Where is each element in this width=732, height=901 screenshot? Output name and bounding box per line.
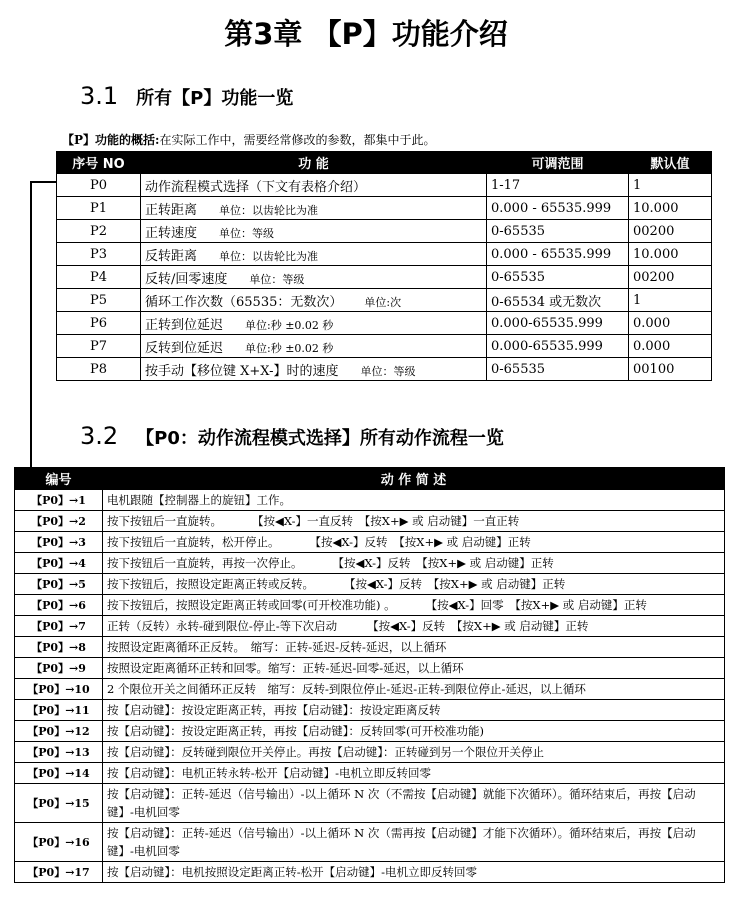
- mode-description: [103, 784, 725, 823]
- param-function-text: 反转/回零速度: [145, 271, 228, 287]
- param-range: 0.000 - 65535.999: [487, 243, 629, 266]
- mode-id: 【P0】→7: [15, 616, 103, 637]
- summary-label: 【P】功能的概括:: [62, 133, 160, 147]
- param-row: [57, 312, 712, 335]
- mode-table-body: [15, 490, 725, 883]
- param-function: [141, 243, 487, 266]
- summary-text: 在实际工作中，需要经常修改的参数，都集中于此。: [159, 133, 436, 147]
- mode-row: [15, 637, 725, 658]
- param-function: [141, 335, 487, 358]
- param-row: [57, 174, 712, 197]
- mode-key-hint: 【按◀X-】反转 【按X+▶ 或 启动键】正转: [344, 577, 566, 591]
- header-default: 默认值: [629, 152, 712, 174]
- param-row: [57, 243, 712, 266]
- mode-id: 【P0】→16: [15, 823, 103, 862]
- mode-description-text: 按【启动键】：按设定距离正转，再按【启动键】：按设定距离反转: [107, 703, 441, 717]
- param-no: P7: [57, 335, 141, 358]
- param-function: [141, 312, 487, 335]
- mode-description-text: 按下按钮后，按照设定距离正转或反转。: [107, 577, 314, 591]
- mode-description-text: 2 个限位开关之间循环正反转 缩写：反转-到限位停止-延迟-正转-到限位停止-延迟，以上循环: [107, 682, 586, 696]
- mode-row: [15, 862, 725, 883]
- param-no: P5: [57, 289, 141, 312]
- mode-description-text: 按下按钮后一直旋转，松开停止。: [107, 535, 280, 549]
- param-function: [141, 266, 487, 289]
- mode-row: [15, 658, 725, 679]
- param-function: [141, 220, 487, 243]
- header-no: 序号 NO: [57, 152, 141, 174]
- param-default: 0.000: [629, 312, 712, 335]
- param-range: 0-65535: [487, 266, 629, 289]
- param-no: P3: [57, 243, 141, 266]
- param-default: 0.000: [629, 335, 712, 358]
- mode-id: 【P0】→17: [15, 862, 103, 883]
- summary: [62, 131, 435, 148]
- mode-description: [103, 574, 725, 595]
- mode-row: [15, 784, 725, 823]
- param-range: 0.000-65535.999: [487, 335, 629, 358]
- param-table: [56, 151, 712, 381]
- param-row: [57, 289, 712, 312]
- mode-description-text: 按下按钮后，按照设定距离正转或回零(可开校准功能) 。: [107, 598, 396, 612]
- mode-description: [103, 553, 725, 574]
- param-range: 0.000 - 65535.999: [487, 197, 629, 220]
- mode-description: [103, 742, 725, 763]
- mode-id: 【P0】→14: [15, 763, 103, 784]
- mode-id: 【P0】→5: [15, 574, 103, 595]
- param-unit: 单位：等级: [249, 272, 305, 286]
- mode-description-text: 按照设定距离循环正转和回零。缩写：正转-延迟-回零-延迟，以上循环: [107, 661, 464, 675]
- param-default: 00200: [629, 266, 712, 289]
- param-range: 0.000-65535.999: [487, 312, 629, 335]
- header-function: 功 能: [141, 152, 487, 174]
- mode-id: 【P0】→12: [15, 721, 103, 742]
- mode-description: [103, 658, 725, 679]
- param-function: [141, 197, 487, 220]
- mode-table-header: [15, 468, 725, 490]
- section-2-number: 3.2: [80, 422, 119, 450]
- mode-key-hint: 【按◀X-】反转 【按X+▶ 或 启动键】正转: [332, 556, 554, 570]
- param-range: 1-17: [487, 174, 629, 197]
- param-range: 0-65535: [487, 220, 629, 243]
- mode-row: [15, 574, 725, 595]
- mode-id: 【P0】→1: [15, 490, 103, 511]
- param-range: 0-65535: [487, 358, 629, 381]
- mode-description: [103, 637, 725, 658]
- mode-description: [103, 532, 725, 553]
- mode-id: 【P0】→11: [15, 700, 103, 721]
- mode-description: [103, 862, 725, 883]
- mode-description-text: 按【启动键】：按设定距离正转，再按【启动键】：反转回零(可开校准功能): [107, 724, 484, 738]
- mode-key-hint: 【按◀X-】反转 【按X+▶ 或 启动键】正转: [367, 619, 589, 633]
- param-unit: 单位：等级: [219, 226, 275, 240]
- mode-description-text: 按照设定距离循环正反转。 缩写：正转-延迟-反转-延迟，以上循环: [107, 640, 447, 654]
- header-description: 动 作 简 述: [103, 468, 725, 490]
- section-2-heading: [80, 422, 504, 450]
- param-no: P4: [57, 266, 141, 289]
- mode-description: [103, 511, 725, 532]
- param-row: [57, 197, 712, 220]
- param-function: [141, 289, 487, 312]
- param-default: 1: [629, 174, 712, 197]
- mode-row: [15, 700, 725, 721]
- param-unit: 单位:次: [364, 295, 402, 309]
- mode-row: [15, 721, 725, 742]
- param-function-text: 按手动【移位键 X+X-】时的速度: [145, 363, 339, 379]
- section-1-title: 所有【P】功能一览: [136, 88, 294, 109]
- mode-description-text: 电机跟随【控制器上的旋钮】工作。: [107, 493, 291, 507]
- param-unit: 单位：以齿轮比为准: [219, 249, 319, 263]
- section-1-heading: [80, 82, 293, 110]
- param-row: [57, 358, 712, 381]
- mode-id: 【P0】→6: [15, 595, 103, 616]
- mode-description: [103, 823, 725, 862]
- mode-description-text: 按下按钮后一直旋转。: [107, 514, 222, 528]
- param-table-header: [57, 152, 712, 174]
- mode-id: 【P0】→13: [15, 742, 103, 763]
- mode-description: [103, 616, 725, 637]
- param-function-text: 正转到位延迟: [145, 317, 224, 333]
- header-id: 编号: [15, 468, 103, 490]
- param-table-body: [57, 174, 712, 381]
- mode-description-text: 按下按钮后一直旋转，再按一次停止。: [107, 556, 303, 570]
- param-default: 00100: [629, 358, 712, 381]
- mode-table: [14, 467, 725, 883]
- mode-row: [15, 532, 725, 553]
- param-function-text: 正转距离: [145, 202, 198, 218]
- connector-line: [30, 181, 32, 468]
- mode-id: 【P0】→4: [15, 553, 103, 574]
- param-row: [57, 220, 712, 243]
- mode-description-text: 按【启动键】：正转-延迟（信号输出）-以上循环 N 次（需再按【启动键】才能下次循环）。循环结束后，再按【启动键】-电机回零: [107, 826, 696, 858]
- mode-description-text: 按【启动键】：电机按照设定距离正转-松开【启动键】-电机立即反转回零: [107, 865, 478, 879]
- mode-row: [15, 742, 725, 763]
- mode-description: [103, 679, 725, 700]
- param-default: 10.000: [629, 243, 712, 266]
- mode-description: [103, 490, 725, 511]
- param-function-text: 正转速度: [145, 225, 198, 241]
- param-no: P6: [57, 312, 141, 335]
- mode-id: 【P0】→9: [15, 658, 103, 679]
- mode-key-hint: 【按◀X-】一直反转 【按X+▶ 或 启动键】一直正转: [252, 514, 520, 528]
- mode-key-hint: 【按◀X-】反转 【按X+▶ 或 启动键】正转: [309, 535, 531, 549]
- section-2-title: 【P0：动作流程模式选择】所有动作流程一览: [136, 428, 504, 449]
- mode-row: [15, 823, 725, 862]
- param-unit: 单位：以齿轮比为准: [219, 203, 319, 217]
- mode-id: 【P0】→3: [15, 532, 103, 553]
- mode-id: 【P0】→15: [15, 784, 103, 823]
- mode-row: [15, 763, 725, 784]
- param-default: 1: [629, 289, 712, 312]
- param-unit: 单位:秒 ±0.02 秒: [245, 318, 334, 332]
- param-unit: 单位：等级: [360, 364, 416, 378]
- param-default: 00200: [629, 220, 712, 243]
- mode-description-text: 正转（反转）永转-碰到限位-停止-等下次启动: [107, 619, 338, 633]
- mode-id: 【P0】→2: [15, 511, 103, 532]
- mode-row: [15, 490, 725, 511]
- param-function: [141, 174, 487, 197]
- mode-description: [103, 700, 725, 721]
- param-function: [141, 358, 487, 381]
- mode-id: 【P0】→8: [15, 637, 103, 658]
- param-no: P2: [57, 220, 141, 243]
- param-default: 10.000: [629, 197, 712, 220]
- chapter-title: 第3章 【P】功能介绍: [224, 17, 508, 51]
- param-function-text: 反转距离: [145, 248, 198, 264]
- param-function-text: 动作流程模式选择（下文有表格介绍）: [145, 179, 367, 195]
- mode-row: [15, 511, 725, 532]
- mode-description-text: 按【启动键】：正转-延迟（信号输出）-以上循环 N 次（不需按【启动键】就能下次循环）。循环结束后，再按【启动键】-电机回零: [107, 787, 696, 819]
- param-no: P8: [57, 358, 141, 381]
- param-function-text: 反转到位延迟: [145, 340, 224, 356]
- connector-line-top: [30, 181, 57, 183]
- param-no: P1: [57, 197, 141, 220]
- section-1-number: 3.1: [80, 82, 119, 110]
- mode-row: [15, 679, 725, 700]
- param-row: [57, 266, 712, 289]
- param-row: [57, 335, 712, 358]
- param-unit: 单位:秒 ±0.02 秒: [245, 341, 334, 355]
- mode-description: [103, 595, 725, 616]
- mode-description: [103, 721, 725, 742]
- mode-description-text: 按【启动键】：反转碰到限位开关停止。再按【启动键】：正转碰到另一个限位开关停止: [107, 745, 544, 759]
- mode-row: [15, 595, 725, 616]
- param-range: 0-65534 或无数次: [487, 289, 629, 312]
- mode-description-text: 按【启动键】：电机正转永转-松开【启动键】-电机立即反转回零: [107, 766, 432, 780]
- mode-description: [103, 763, 725, 784]
- mode-id: 【P0】→10: [15, 679, 103, 700]
- mode-row: [15, 616, 725, 637]
- mode-key-hint: 【按◀X-】回零 【按X+▶ 或 启动键】正转: [425, 598, 647, 612]
- header-range: 可调范围: [487, 152, 629, 174]
- param-no: P0: [57, 174, 141, 197]
- param-function-text: 循环工作次数（65535：无数次）: [145, 294, 343, 310]
- mode-row: [15, 553, 725, 574]
